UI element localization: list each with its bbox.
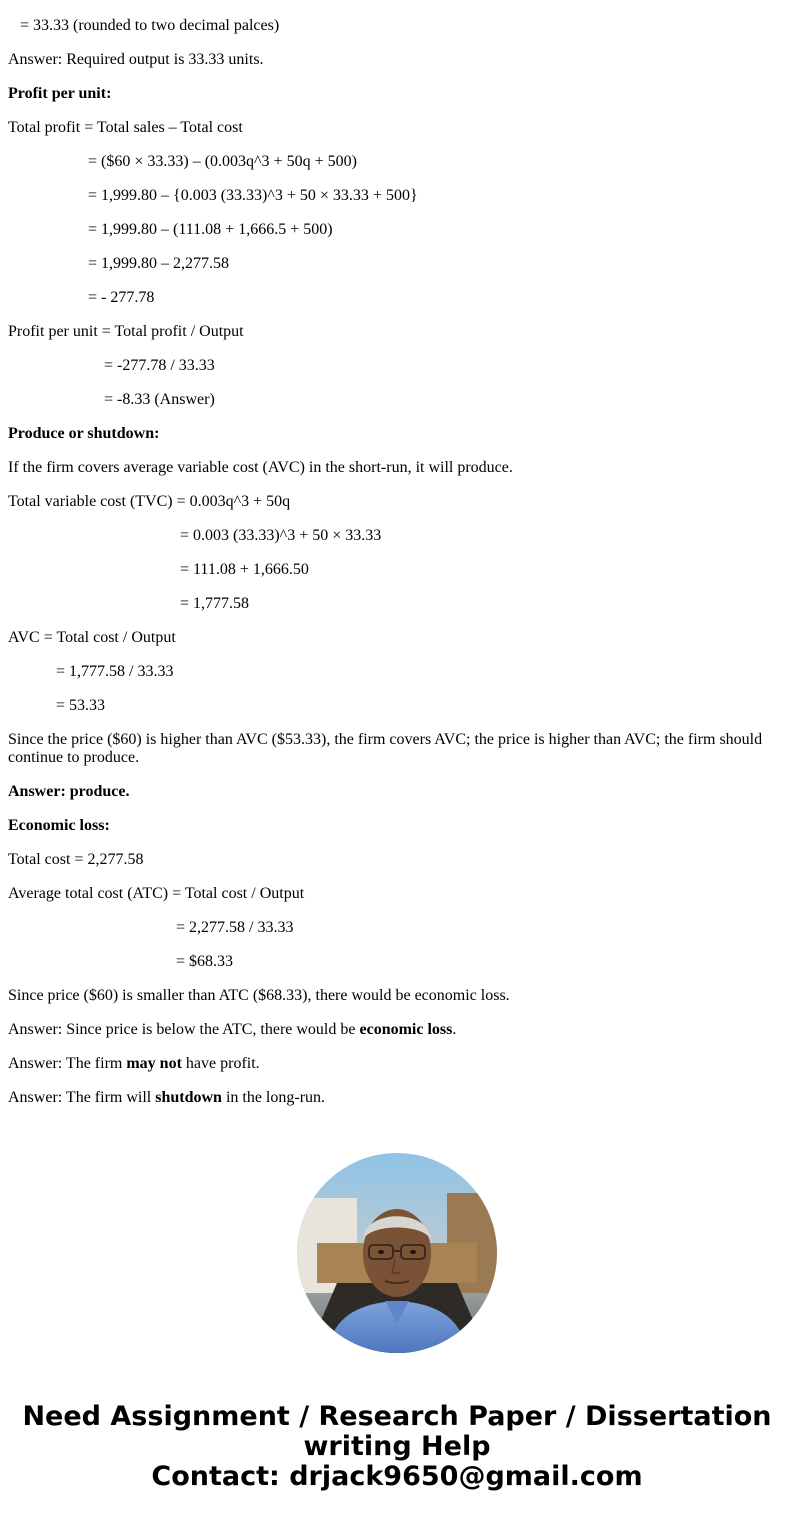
calc-step: = - 277.78: [88, 289, 155, 306]
heading-produce-or-shutdown: Produce or shutdown:: [8, 425, 160, 442]
rounding-line: = 33.33 (rounded to two decimal palces): [20, 17, 280, 34]
profit-per-unit-formula: Profit per unit = Total profit / Output: [8, 323, 244, 340]
total-profit-formula: Total profit = Total sales – Total cost: [8, 119, 243, 136]
tvc-formula: Total variable cost (TVC) = 0.003q^3 + 50q: [8, 493, 291, 510]
author-avatar: [297, 1153, 497, 1353]
calc-step: = 1,777.58 / 33.33: [56, 663, 174, 680]
contact-email: Contact: drjack9650@gmail.com: [151, 1461, 643, 1492]
banner-line: Need Assignment / Research Paper / Dissertation: [22, 1401, 772, 1432]
answer-produce: Answer: produce.: [8, 783, 130, 800]
calc-step: = 1,999.80 – 2,277.58: [88, 255, 230, 272]
paragraph: Since price ($60) is smaller than ATC ($68.33), there would be economic loss.: [8, 987, 510, 1004]
calc-step: = 1,777.58: [180, 595, 250, 612]
calc-step: = -277.78 / 33.33: [104, 357, 215, 374]
total-cost-line: Total cost = 2,277.58: [8, 851, 144, 868]
calc-step: = $68.33: [176, 953, 234, 970]
paragraph: If the firm covers average variable cost (AVC) in the short-run, it will produce.: [8, 459, 513, 476]
calc-step: = 1,999.80 – (111.08 + 1,666.5 + 500): [88, 221, 333, 238]
avc-formula: AVC = Total cost / Output: [8, 629, 176, 646]
calc-step: = 53.33: [56, 697, 106, 714]
banner-line: writing Help: [303, 1431, 491, 1462]
calc-step: = 1,999.80 – {0.003 (33.33)^3 + 50 × 33.33 + 500}: [88, 187, 418, 204]
calc-step: = 2,277.58 / 33.33: [176, 919, 294, 936]
answer-shutdown: Answer: The firm will shutdown in the long-run.: [8, 1089, 326, 1106]
calc-step: = 111.08 + 1,666.50: [180, 561, 309, 578]
contact-banner: [0, 1402, 794, 1492]
calc-step: = -8.33 (Answer): [104, 391, 215, 408]
atc-formula: Average total cost (ATC) = Total cost / Output: [8, 885, 305, 902]
required-output-answer: Answer: Required output is 33.33 units.: [8, 51, 264, 68]
paragraph: Since the price ($60) is higher than AVC ($53.33), the firm covers AVC; the price is higher than AVC; the firm should continue to produce.: [8, 731, 763, 766]
answer-economic-loss: Answer: Since price is below the ATC, there would be economic loss.: [8, 1021, 457, 1038]
heading-profit-per-unit: Profit per unit:: [8, 85, 112, 102]
heading-economic-loss: Economic loss:: [8, 817, 110, 834]
answer-profit: Answer: The firm may not have profit.: [8, 1055, 260, 1072]
calc-step: = ($60 × 33.33) – (0.003q^3 + 50q + 500): [88, 153, 357, 170]
calc-step: = 0.003 (33.33)^3 + 50 × 33.33: [180, 527, 382, 544]
